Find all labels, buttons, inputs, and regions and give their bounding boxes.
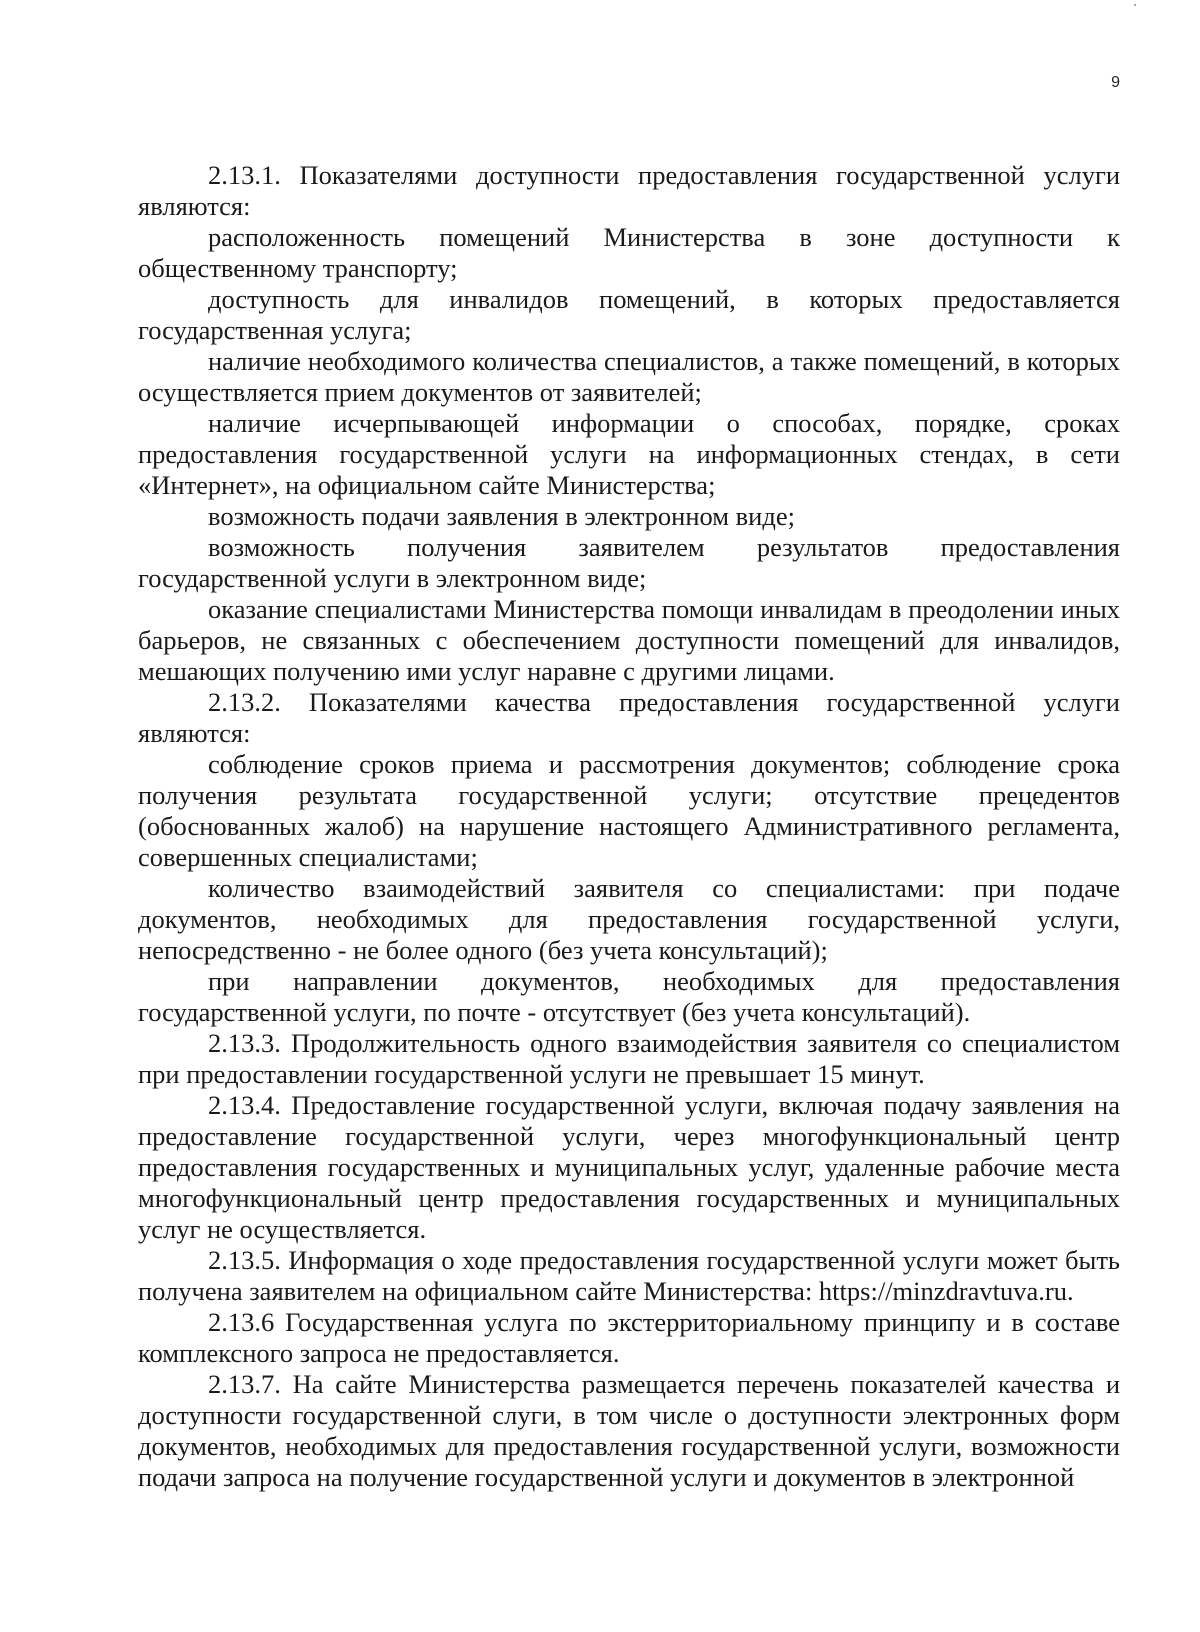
scan-artifact [1134,4,1136,6]
paragraph-deadlines: соблюдение сроков приема и рассмотрения документов; соблюдение срока получения результата государственной услуги; отсутствие прецедентов (обоснованных жалоб) на нарушение настоящего Административного регламента, совершенных специалистами; [138,749,1120,872]
paragraph-specialists: наличие необходимого количества специалистов, а также помещений, в которых осуществляется прием документов от заявителей; [138,346,1120,407]
paragraph-2-13-5: 2.13.5. Информация о ходе предоставления государственной услуги может быть получена заявителем на официальном сайте Министерства: https://minzdravtuva.ru. [138,1245,1120,1306]
paragraph-disabled-access: доступность для инвалидов помещений, в которых предоставляется государственная услуга; [138,284,1120,345]
paragraph-electronic-filing: возможность подачи заявления в электронном виде; [208,501,795,531]
document-body [138,160,1120,1493]
paragraph-interactions: количество взаимодействий заявителя со специалистами: при подаче документов, необходимых для предоставления государственной услуги, непосредственно - не более одного (без учета консультаций); [138,873,1120,965]
paragraph-transport-access: расположенность помещений Министерства в зоне доступности к общественному транспорту; [138,222,1120,283]
paragraph-electronic-results: возможность получения заявителем результатов предоставления государственной услуги в электронном виде; [138,532,1120,593]
paragraph-2-13-4: 2.13.4. Предоставление государственной услуги, включая подачу заявления на предоставление государственной услуги, через многофункциональный центр предоставления государственных и муниципальных услуг, удаленные рабочие места многофункциональный центр предоставления государственных и муниципальных услуг не осуществляется. [138,1090,1120,1244]
paragraph-2-13-7: 2.13.7. На сайте Министерства размещается перечень показателей качества и доступности государственной слуги, в том числе о доступности электронных форм документов, необходимых для предоставления государственной услуги, возможности подачи запроса на получение государственной услуги и документов в электронной [138,1369,1120,1492]
paragraph-2-13-6: 2.13.6 Государственная услуга по экстерриториальному принципу и в составе комплексного запроса не предоставляется. [138,1307,1120,1368]
paragraph-information: наличие исчерпывающей информации о способах, порядке, сроках предоставления государственной услуги на информационных стендах, в сети «Интернет», на официальном сайте Министерства; [138,408,1120,500]
paragraph-2-13-3: 2.13.3. Продолжительность одного взаимодействия заявителя со специалистом при предоставлении государственной услуги не превышает 15 минут. [138,1028,1120,1089]
page-number: 9 [1111,74,1120,91]
paragraph-2-13-1: 2.13.1. Показателями доступности предоставления государственной услуги являются: [138,160,1120,221]
paragraph-by-mail: при направлении документов, необходимых для предоставления государственной услуги, по почте - отсутствует (без учета консультаций). [138,966,1120,1027]
paragraph-2-13-2: 2.13.2. Показателями качества предоставления государственной услуги являются: [138,687,1120,748]
paragraph-barriers: оказание специалистами Министерства помощи инвалидам в преодолении иных барьеров, не связанных с обеспечением доступности помещений для инвалидов, мешающих получению ими услуг наравне с другими лицами. [138,594,1120,686]
